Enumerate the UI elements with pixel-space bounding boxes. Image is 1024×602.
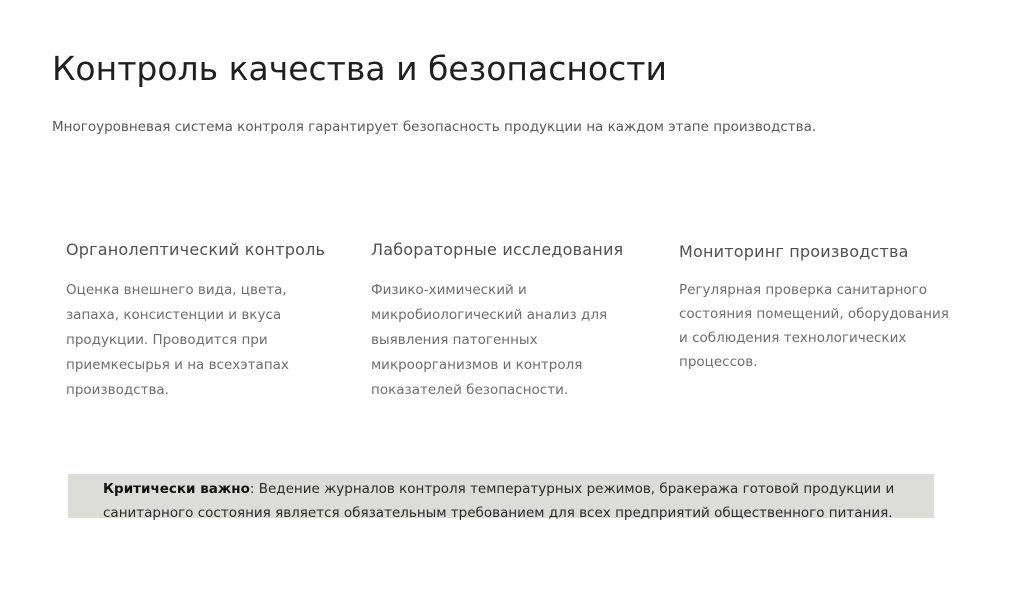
column-organoleptic (66, 236, 326, 403)
critical-note-box (68, 474, 934, 521)
column-title: Лабораторные исследования (371, 240, 624, 259)
column-title: Органолептический контроль (66, 240, 326, 259)
column-monitoring (679, 236, 959, 374)
critical-note-text (103, 477, 913, 525)
column-text: Оценка внешнего вида, цвета, запаха, консистенции и вкуса продукции. Проводится при приемкесырья и на всехэтапах производства. (66, 282, 289, 398)
critical-note-body: : Ведение журналов контроля температурных режимов, бракеража готовой продукции и санитарного состояния является обязательным требованием для всех предприятий общественного питания. (103, 481, 895, 521)
page-subtitle: Многоуровневая система контроля гарантирует безопасность продукции на каждом этапе производства. (52, 119, 817, 135)
page-title: Контроль качества и безопасности (52, 49, 667, 88)
critical-note-label: Критически важно (103, 481, 250, 497)
column-text: Регулярная проверка санитарного состояния помещений, оборудования и соблюдения технологических процессов. (679, 282, 949, 370)
column-text: Физико-химический и микробиологический анализ для выявления патогенных микроорганизмов и контроля показателей безопасности. (371, 282, 608, 398)
column-title: Мониторинг производства (679, 242, 909, 261)
column-laboratory (371, 236, 631, 403)
